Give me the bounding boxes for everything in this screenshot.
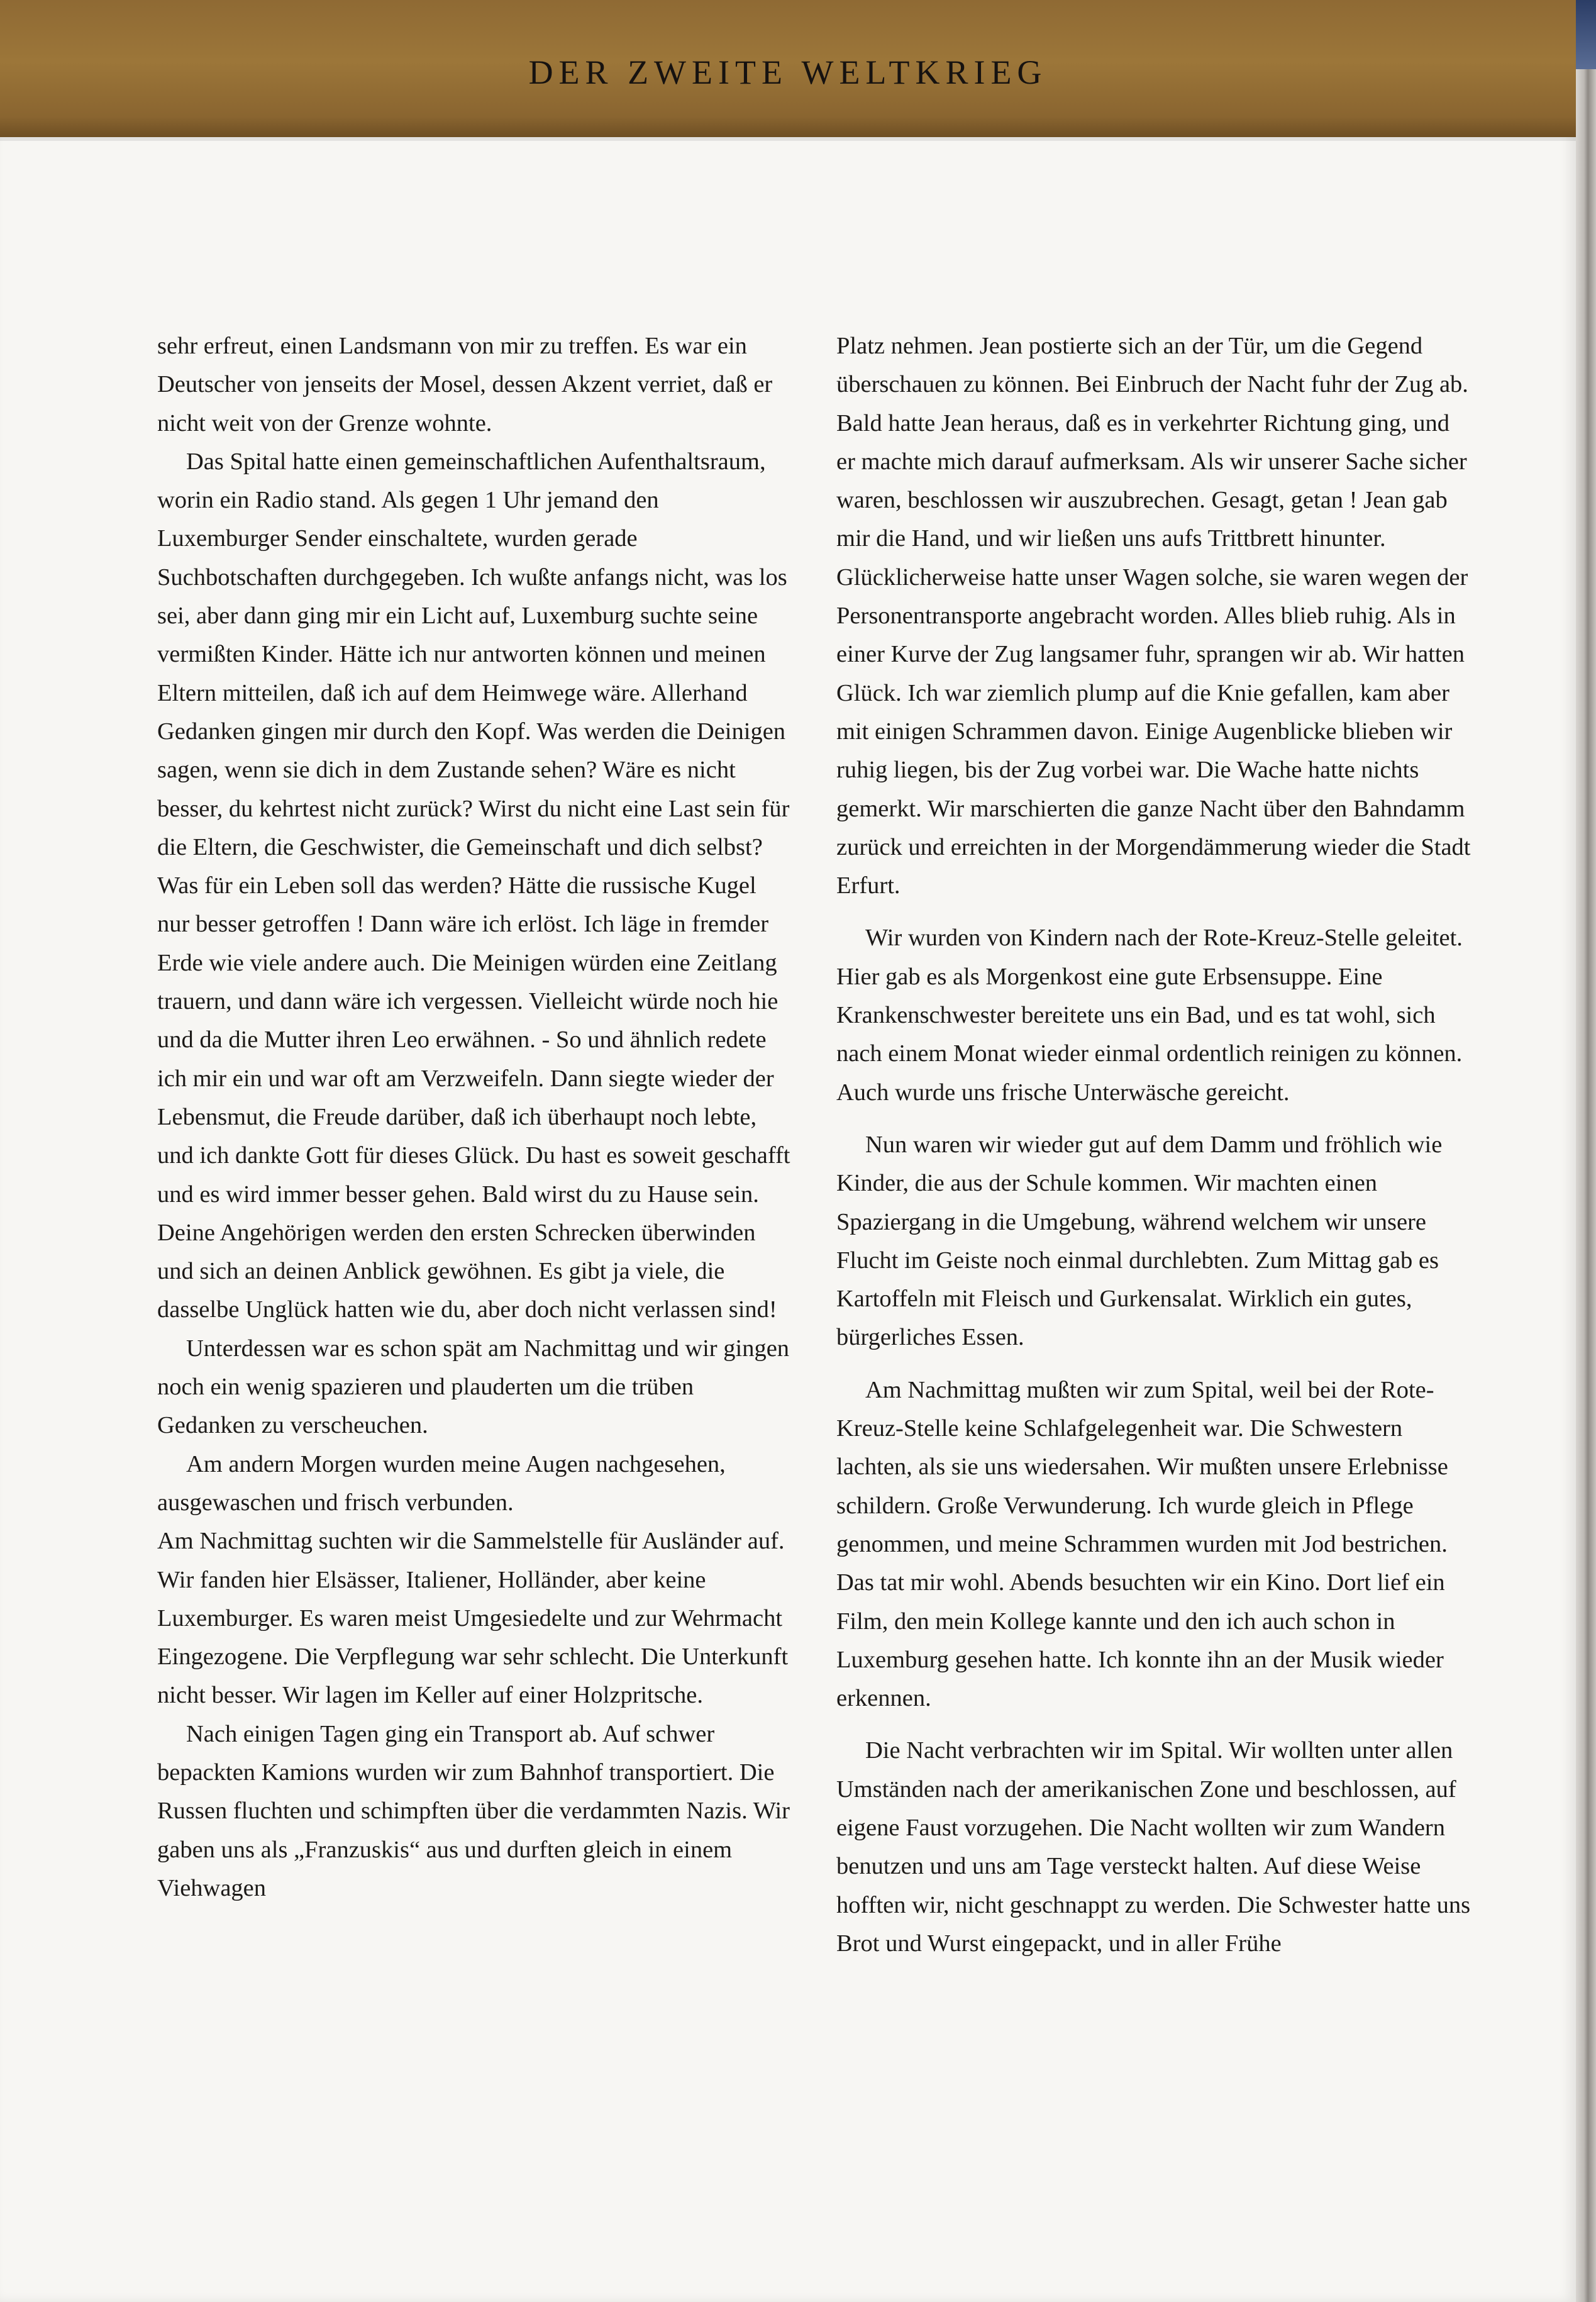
left-text-column [157,327,792,2277]
paragraph: Nach einigen Tagen ging ein Transport ab. Auf schwer bepackten Kamions wurden wir zum Bahnhof transportiert. Die Russen fluchten und schimpften über die verdammten Nazis. Wir gaben uns als „Franzuskis“ aus und durften gleich in einem Viehwagen [157,1720,790,1901]
paragraph: Platz nehmen. Jean postierte sich an der Tür, um die Gegend überschauen zu können. Bei Einbruch der Nacht fuhr der Zug ab. Bald hatte Jean heraus, daß es in verkehrter Richtung ging, und er machte mich darauf aufmerksam. Als wir unserer Sache sicher waren, beschlossen wir auszubrechen. Gesagt, getan ! Jean gab mir die Hand, und wir ließen uns aufs Trittbrett hinunter. Glücklicherweise hatte unser Wagen solche, sie waren wegen der Personentransporte angebracht worden. Alles blieb ruhig. Als in einer Kurve der Zug langsamer fuhr, sprangen wir ab. Wir hatten Glück. Ich war ziemlich plump auf die Knie gefallen, kam aber mit einigen Schrammen davon. Einige Augenblicke blieben wir ruhig liegen, bis der Zug vorbei war. Die Wache hatte nichts gemerkt. Wir marschierten die ganze Nacht über den Bahndamm zurück und erreichten in der Morgendämmerung wieder die Stadt Erfurt. [836,333,1471,899]
chapter-title: DER ZWEITE WELTKRIEG [528,53,1048,91]
paragraph: Nun waren wir wieder gut auf dem Damm und fröhlich wie Kinder, die aus der Schule kommen. Wir machten einen Spaziergang in die Umgebung, während welchem wir unsere Flucht im Geiste noch einmal durchlebten. Zum Mittag gab es Kartoffeln mit Fleisch und Gurkensalat. Wirklich ein gutes, bürgerliches Essen. [836,1131,1443,1351]
paragraph: Am Nachmittag mußten wir zum Spital, weil bei der Rote-Kreuz-Stelle keine Schlafgelegenheit war. Die Schwestern lachten, als sie uns wiedersahen. Wir mußten unsere Erlebnisse schildern. Große Verwunderung. Ich wurde gleich in Pflege genommen, und meine Schrammen wurden mit Jod bestrichen. Das tat mir wohl. Abends besuchten wir ein Kino. Dort lief ein Film, den mein Kollege kannte und den ich auch schon in Luxemburg gesehen hatte. Ich konnte ihn an der Musik wieder erkennen. [836,1376,1448,1712]
paragraph: Wir wurden von Kindern nach der Rote-Kreuz-Stelle geleitet. Hier gab es als Morgenkost eine gute Erbsensuppe. Eine Krankenschwester bereitete uns ein Bad, und es tat wohl, sich nach einem Monat wieder einmal ordentlich reinigen zu können. Auch wurde uns frische Unterwäsche gereicht. [836,925,1463,1106]
book-cover-corner [1576,0,1596,69]
right-text-column [836,327,1471,2277]
paragraph: Am andern Morgen wurden meine Augen nachgesehen, ausgewaschen und frisch verbunden. [157,1450,726,1516]
paragraph: sehr erfreut, einen Landsmann von mir zu treffen. Es war ein Deutscher von jenseits der Mosel, dessen Akzent verriet, daß er nicht weit von der Grenze wohnte. [157,333,773,436]
paragraph: Am Nachmittag suchten wir die Sammelstelle für Ausländer auf. Wir fanden hier Elsässer, Italiener, Holländer, aber keine Luxemburger. Es waren meist Umgesiedelte und zur Wehrmacht Eingezogene. Die Verpflegung war sehr schlecht. Die Unterkunft nicht besser. Wir lagen im Keller auf einer Holzpritsche. [157,1528,789,1709]
paragraph: Das Spital hatte einen gemeinschaftlichen Aufenthaltsraum, worin ein Radio stand. Als gegen 1 Uhr jemand den Luxemburger Sender einschaltete, wurden gerade Suchbotschaften durchgegeben. Ich wußte anfangs nicht, was los sei, aber dann ging mir ein Licht auf, Luxemburg suchte seine vermißten Kinder. Hätte ich nur antworten können und meinen Eltern mitteilen, daß ich auf dem Heimwege wäre. Allerhand Gedanken gingen mir durch den Kopf. Was werden die Deinigen sagen, wenn sie dich in dem Zustande sehen? Wäre es nicht besser, du kehrtest nicht zurück? Wirst du nicht eine Last sein für die Eltern, die Geschwister, die Gemeinschaft und dich selbst? Was für ein Leben soll das werden? Hätte die russische Kugel nur besser getroffen ! Dann wäre ich erlöst. Ich läge in fremder Erde wie viele andere auch. Die Meinigen würden eine Zeitlang trauern, und dann wäre ich vergessen. Vielleicht würde noch hie und da die Mutter ihren Leo erwähnen. - So und ähnlich redete ich mir ein und war oft am Verzweifeln. Dann siegte wieder der Lebensmut, die Freude darüber, daß ich überhaupt noch lebte, und ich dankte Gott für dieses Glück. Du hast es soweit geschafft und es wird immer besser gehen. Bald wirst du zu Hause sein. Deine Angehörigen werden den ersten Schrecken überwinden und sich an deinen Anblick gewöhnen. Es gibt ja viele, die dasselbe Unglück hatten wie du, aber doch nicht verlassen sind! [157,448,790,1323]
chapter-header-band [0,0,1576,137]
page-edge [1576,0,1596,2302]
paragraph: Unterdessen war es schon spät am Nachmittag und wir gingen noch ein wenig spazieren und plauderten um die trüben Gedanken zu verscheuchen. [157,1335,790,1439]
paragraph: Die Nacht verbrachten wir im Spital. Wir wollten unter allen Umständen nach der amerikanischen Zone und beschlossen, auf eigene Faust vorzugehen. Die Nacht wollten wir zum Wandern benutzen und uns am Tage versteckt halten. Auf diese Weise hofften wir, nicht geschnappt zu werden. Die Schwester hatte uns Brot und Wurst eingepackt, und in aller Frühe [836,1737,1471,1957]
